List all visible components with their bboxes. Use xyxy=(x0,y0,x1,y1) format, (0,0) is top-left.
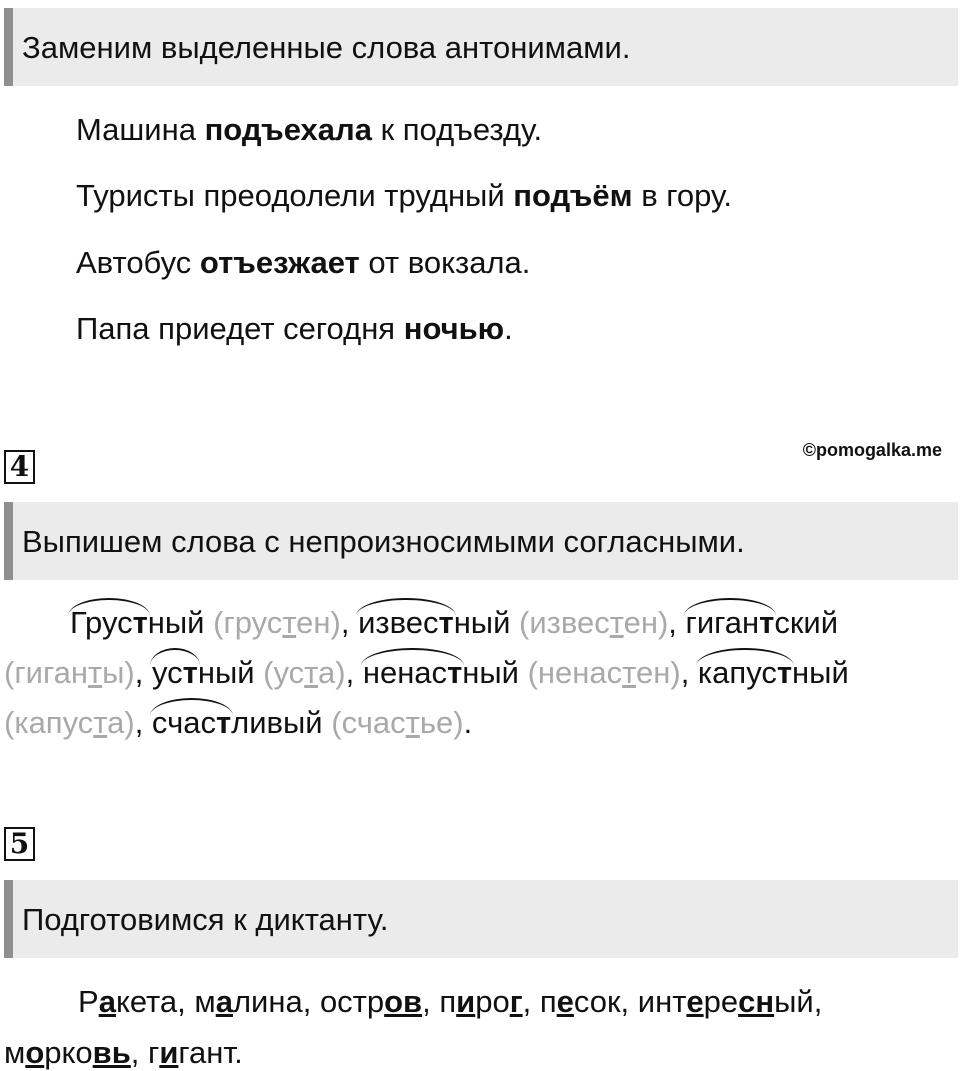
check-text: (ус xyxy=(263,655,305,690)
check-text: ен) xyxy=(636,655,681,690)
text: Р xyxy=(78,984,99,1019)
word-ending: ный xyxy=(462,655,519,690)
word-root: гиган xyxy=(685,605,760,640)
word-list-line-2 xyxy=(4,657,849,688)
silent-letter: т xyxy=(132,605,148,640)
task4-instruction-text: Выпишем слова с непроизносимыми согласными. xyxy=(22,523,745,559)
marked-letter: и xyxy=(456,984,476,1019)
word-root: ус xyxy=(151,655,183,690)
marked-letter: е xyxy=(686,984,704,1019)
sentence-2 xyxy=(76,180,732,211)
sentence-text: в гору. xyxy=(632,178,733,213)
task4-instruction xyxy=(4,502,958,580)
highlighted-word: ночью xyxy=(403,311,505,346)
check-text: а) xyxy=(107,705,135,740)
sentence-text: . xyxy=(504,311,513,346)
separator: , xyxy=(340,605,359,640)
root-arc xyxy=(363,657,462,688)
text: сок, инт xyxy=(573,984,687,1019)
silent-letter: т xyxy=(776,655,793,690)
text: лина, остр xyxy=(232,984,385,1019)
highlighted-word: отъезжает xyxy=(199,245,360,280)
task-number-4: 4 xyxy=(4,450,35,484)
check-text: ье) xyxy=(419,705,464,740)
highlighted-word: подъём xyxy=(513,178,633,213)
word xyxy=(152,705,323,740)
root-arc xyxy=(698,657,792,688)
silent-letter: т xyxy=(438,605,454,640)
check-letter: т xyxy=(405,705,420,740)
check-word xyxy=(263,655,345,690)
word-root: капус xyxy=(697,655,777,690)
word-list-line-1 xyxy=(70,607,838,638)
word xyxy=(686,605,839,640)
word-root: счас xyxy=(151,705,216,740)
marked-letter: вь xyxy=(92,1035,131,1070)
separator: , xyxy=(134,655,152,690)
marked-letter: о xyxy=(25,1035,45,1070)
dictation-line-2 xyxy=(4,1037,243,1068)
check-word xyxy=(519,605,668,640)
word xyxy=(358,605,510,640)
check-text: ен) xyxy=(296,605,341,640)
check-word xyxy=(528,655,681,690)
text: м xyxy=(4,1035,26,1070)
word xyxy=(152,655,255,690)
separator: , xyxy=(134,705,152,740)
text: , п xyxy=(422,984,457,1019)
check-letter: т xyxy=(87,655,103,690)
check-text: (грус xyxy=(213,605,283,640)
word-ending: ный xyxy=(792,655,849,690)
separator: , xyxy=(668,605,686,640)
dictation-line-1 xyxy=(78,986,822,1017)
root-arc xyxy=(152,657,198,688)
check-text: ен) xyxy=(623,605,669,640)
word xyxy=(698,655,849,690)
text: гант. xyxy=(178,1035,243,1070)
word-root: ненас xyxy=(362,655,448,690)
text: ре xyxy=(703,984,739,1019)
sentence-3 xyxy=(76,247,530,278)
marked-letter: а xyxy=(215,984,233,1019)
word-ending: ный xyxy=(197,655,255,690)
check-text: (капус xyxy=(4,705,94,740)
check-text: (ненас xyxy=(527,655,623,690)
check-text: (счас xyxy=(331,705,406,740)
sentence-text: к подъезду. xyxy=(371,112,543,147)
highlighted-word: подъехала xyxy=(204,112,372,147)
task5-instruction-text: Подготовимся к диктанту. xyxy=(22,901,389,937)
sentence-text: Папа приедет сегодня xyxy=(76,311,404,346)
check-letter: т xyxy=(622,655,636,690)
check-letter: т xyxy=(609,605,624,640)
root-arc xyxy=(686,607,775,638)
text: ро xyxy=(475,984,510,1019)
check-word xyxy=(331,705,463,740)
silent-letter: т xyxy=(215,705,232,740)
word-root: извес xyxy=(358,605,439,640)
task5-instruction xyxy=(4,880,958,958)
copyright-label: ©pomogalka.me xyxy=(802,440,942,460)
silent-letter: т xyxy=(759,605,775,640)
word xyxy=(363,655,519,690)
marked-letter: а xyxy=(98,984,116,1019)
silent-letter: т xyxy=(182,655,198,690)
separator: , xyxy=(680,655,698,690)
task-number-5: 5 xyxy=(4,827,35,861)
word-ending: ливый xyxy=(231,705,323,740)
check-word xyxy=(213,605,341,640)
check-letter: т xyxy=(282,605,297,640)
sentence-text: Машина xyxy=(76,112,205,147)
silent-letter: т xyxy=(447,655,463,690)
word-list-line-3 xyxy=(4,707,472,738)
text: рко xyxy=(44,1035,93,1070)
check-letter: т xyxy=(304,655,319,690)
marked-letter: е xyxy=(556,984,574,1019)
sentence-text: Автобус xyxy=(76,245,200,280)
check-word xyxy=(4,705,135,740)
sentence-text: от вокзала. xyxy=(359,245,531,280)
text: , п xyxy=(522,984,557,1019)
separator: . xyxy=(463,705,473,740)
word-ending: ный xyxy=(453,605,511,640)
sentence-text: Туристы преодолели трудный xyxy=(76,178,514,213)
sentence-1 xyxy=(76,114,542,145)
task3-instruction-text: Заменим выделенные слова антонимами. xyxy=(22,29,631,65)
check-text: ы) xyxy=(102,655,135,690)
check-text: (извес xyxy=(519,605,610,640)
root-arc xyxy=(70,607,148,638)
sentence-4 xyxy=(76,313,513,344)
task3-instruction xyxy=(4,8,958,86)
check-word xyxy=(4,655,135,690)
word-ending: ский xyxy=(774,605,839,640)
marked-letter: г xyxy=(509,984,523,1019)
check-text: (гиган xyxy=(4,655,88,690)
marked-letter: сн xyxy=(738,984,775,1019)
separator: , xyxy=(345,655,363,690)
root-arc xyxy=(358,607,454,638)
check-text: а) xyxy=(318,655,346,690)
check-letter: т xyxy=(93,705,108,740)
root-arc xyxy=(152,707,231,738)
word-root: Грус xyxy=(70,605,133,640)
text: , г xyxy=(130,1035,160,1070)
marked-letter: ов xyxy=(384,984,423,1019)
text: кета, м xyxy=(115,984,216,1019)
word-ending: ный xyxy=(147,605,205,640)
marked-letter: и xyxy=(159,1035,179,1070)
word xyxy=(70,605,205,640)
text: ый, xyxy=(774,984,823,1019)
